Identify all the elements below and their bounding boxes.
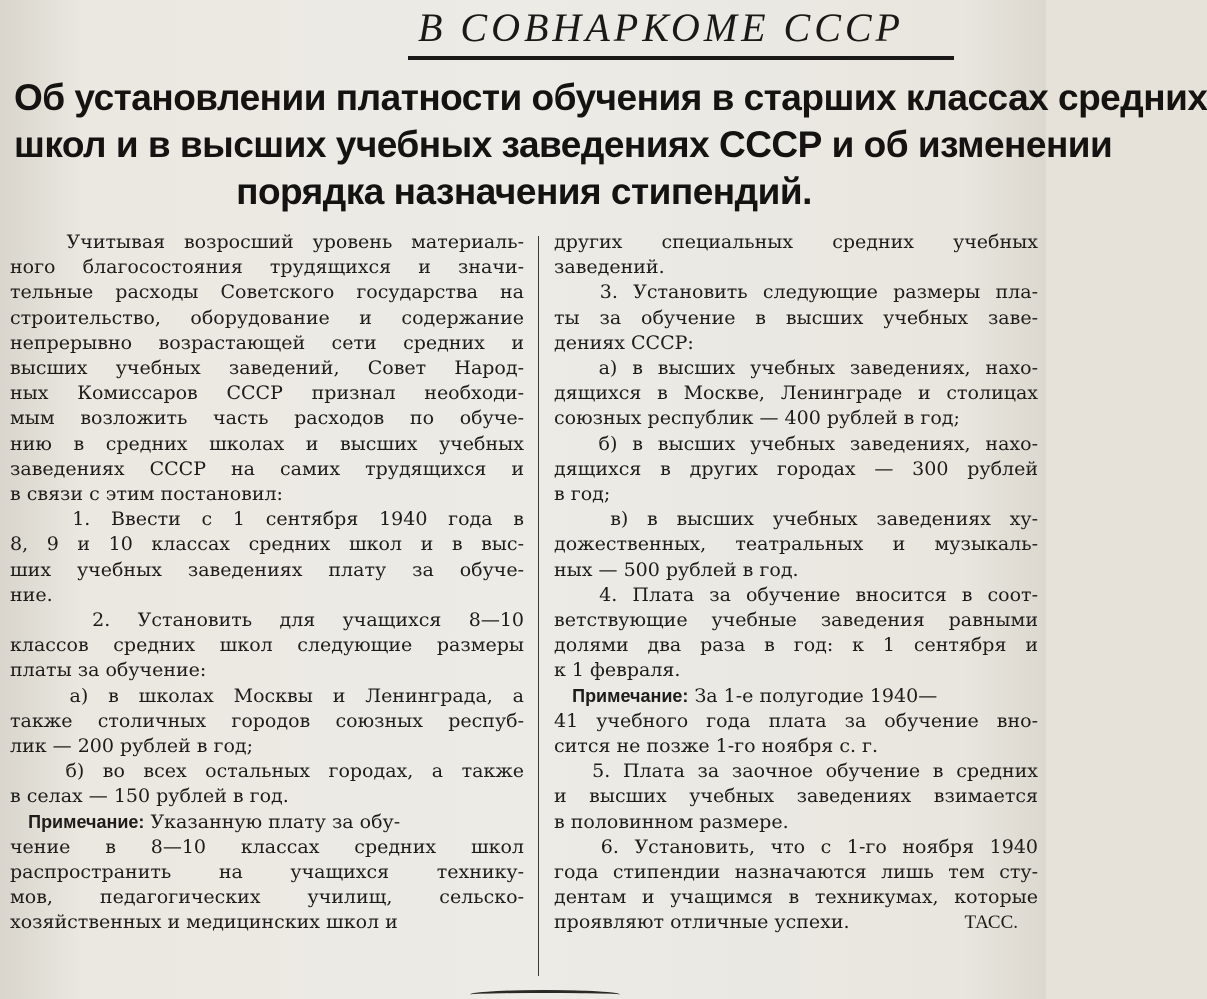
text-line: дожественных, театральных и музыкаль-: [554, 533, 1038, 556]
text-line: сится не позже 1-го ноября с. г.: [554, 735, 879, 758]
headline-line: Об установлении платности обучения в старших классах средних: [14, 77, 1207, 118]
headline-line: школ и в высших учебных заведениях СССР и об изменении: [14, 124, 1113, 165]
text-line: чение в 8—10 классах средних школ: [10, 835, 524, 858]
text-line: в) в высших учебных заведениях ху-: [554, 508, 1038, 531]
article-headline: [14, 74, 1207, 215]
bottom-ornament: [470, 990, 620, 999]
text-line: тельные расходы Советского государства на: [10, 281, 524, 304]
text-line: 1. Ввести с 1 сентября 1940 года в: [10, 508, 524, 531]
text-line: нию в средних школах и высших учебных: [10, 432, 524, 455]
right-text-column: [554, 230, 1038, 985]
text-line: б) во всех остальных городах, а также: [10, 760, 524, 783]
note-label: Примечание:: [28, 811, 145, 832]
text-line: распространить на учащихся технику-: [10, 861, 524, 884]
note-line: [554, 684, 1038, 709]
text-line: ших учебных заведениях плату за обуче-: [10, 558, 524, 581]
text-line: 6. Установить, что с 1-го ноября 1940: [554, 835, 1038, 858]
text-line: в связи с этим постановил:: [10, 483, 283, 506]
text-line: б) в высших учебных заведениях, нахо-: [554, 432, 1038, 455]
text-line: и высших учебных заведениях взимается: [554, 785, 1038, 808]
text-line: заведениях СССР на самих трудящихся и: [10, 457, 524, 480]
text-line: 8, 9 и 10 классах средних школ и в выс-: [10, 533, 524, 556]
section-rubric: В СОВНАРКОМЕ СССР: [418, 5, 904, 50]
text-line: 5. Плата за заочное обучение в средних: [554, 760, 1038, 783]
headline-line: порядка назначения стипендий.: [236, 171, 812, 212]
text-line: непрерывно возрастающей сети средних и: [10, 331, 524, 354]
text-line: лик — 200 рублей в год;: [10, 735, 254, 758]
text-line: года стипендии назначаются лишь тем сту-: [554, 861, 1038, 884]
note-label: Примечание:: [572, 685, 689, 706]
note-text: За 1-е полугодие 1940—: [688, 684, 938, 707]
text-line: ных Комиссаров СССР признал необходи-: [10, 382, 524, 405]
text-line: в половинном размере.: [554, 810, 789, 833]
left-text-column: [10, 230, 524, 985]
text-line: высших учебных заведений, Совет Народ-: [10, 357, 524, 380]
text-line: в год;: [554, 483, 611, 506]
text-line: строительство, оборудование и содержание: [10, 306, 524, 329]
text-line: дящихся в других городах — 300 рублей: [554, 457, 1038, 480]
text-line: Учитывая возросший уровень материаль-: [10, 231, 524, 253]
text-line: союзных республик — 400 рублей в год;: [554, 407, 960, 430]
text-line: ветствующие учебные заведения равными: [554, 609, 1038, 632]
text-line: хозяйственных и медицинских школ и: [10, 911, 398, 934]
text-line: 4. Плата за обучение вносится в соот-: [554, 583, 1038, 606]
rubric-underline: [408, 56, 954, 60]
signature-tass: ТАСС.: [964, 912, 1018, 934]
text-line: долями два раза в год: к 1 сентября и: [554, 634, 1038, 657]
text-line: [554, 910, 1038, 935]
text-line: мым возложить часть расходов по обуче-: [10, 407, 524, 430]
text-line: 3. Установить следующие размеры пла-: [554, 281, 1038, 304]
text-line: а) в высших учебных заведениях, нахо-: [554, 357, 1038, 380]
note-text: Указанную плату за обу-: [144, 810, 401, 833]
note-line: [10, 810, 524, 835]
text-line-end: проявляют отличные успехи.: [554, 911, 850, 934]
text-line: к 1 февраля.: [554, 659, 681, 682]
text-line: дениях СССР:: [554, 331, 694, 354]
text-line: дентам и учащимся в техникумах, которые: [554, 886, 1038, 909]
text-line: ных — 500 рублей в год.: [554, 558, 799, 581]
text-line: 2. Установить для учащихся 8—10: [10, 609, 524, 632]
text-line: дящихся в Москве, Ленинграде и столицах: [554, 382, 1038, 405]
text-line: в селах — 150 рублей в год.: [10, 785, 289, 808]
text-line: платы за обучение:: [10, 659, 207, 682]
text-line: 41 учебного года плата за обучение вно-: [554, 709, 1038, 732]
text-line: ты за обучение в высших учебных заве-: [554, 306, 1038, 329]
text-line: ние.: [10, 583, 53, 606]
column-divider: [538, 236, 539, 976]
text-line: а) в школах Москвы и Ленинграда, а: [10, 684, 524, 707]
text-line: других специальных средних учебных: [554, 231, 1038, 253]
text-line: также столичных городов союзных респуб-: [10, 709, 524, 732]
text-line: классов средних школ следующие размеры: [10, 634, 524, 657]
text-line: ного благосостояния трудящихся и значи-: [10, 256, 524, 279]
text-line: мов, педагогических училищ, сельско-: [10, 886, 524, 909]
text-line: заведений.: [554, 256, 665, 279]
